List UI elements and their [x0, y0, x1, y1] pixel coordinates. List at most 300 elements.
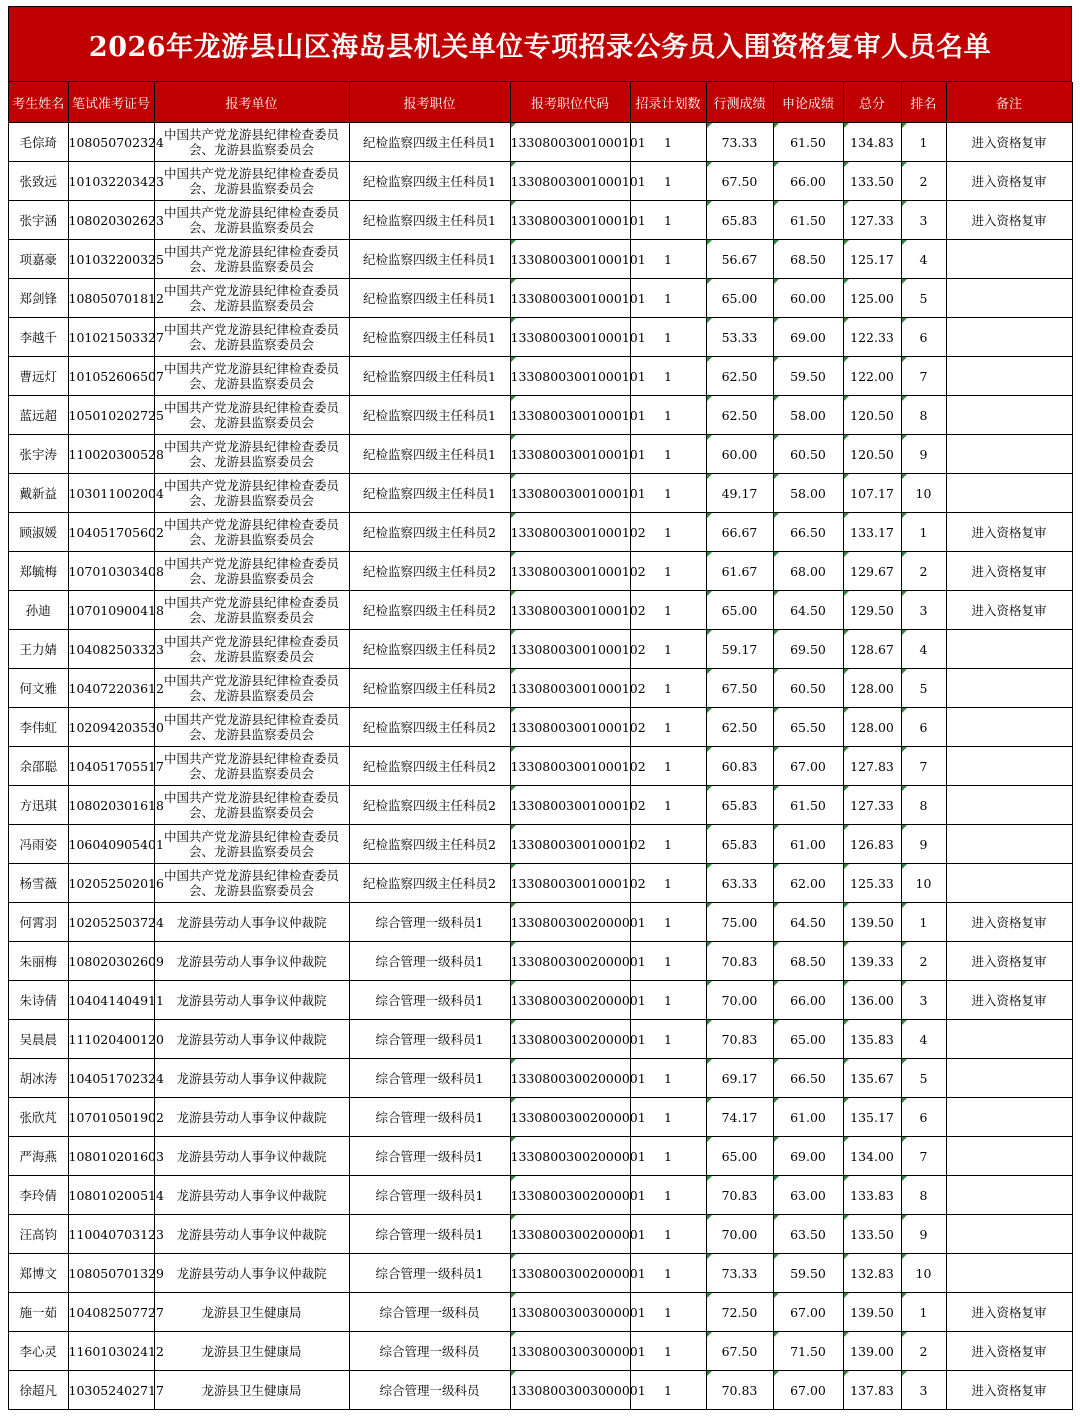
rank-cell[interactable]: [901, 825, 946, 864]
remark-cell[interactable]: [946, 903, 1072, 942]
total-score-cell[interactable]: [843, 1293, 901, 1332]
remark-cell[interactable]: [946, 1098, 1072, 1137]
aptitude-score-cell[interactable]: [706, 1332, 773, 1371]
applied-unit-cell[interactable]: [154, 1020, 349, 1059]
essay-score-cell[interactable]: [773, 1293, 843, 1332]
candidate-name-cell[interactable]: [9, 318, 68, 357]
applied-position-cell[interactable]: [349, 786, 510, 825]
position-code-cell[interactable]: [510, 630, 646, 669]
candidate-name-cell[interactable]: [9, 825, 68, 864]
total-score-cell[interactable]: [843, 396, 901, 435]
essay-score-cell[interactable]: [773, 1098, 843, 1137]
exam-ticket-number-cell[interactable]: [68, 552, 164, 591]
total-score-cell[interactable]: [843, 1254, 901, 1293]
position-code-cell[interactable]: [510, 786, 646, 825]
applied-unit-cell[interactable]: [154, 1137, 349, 1176]
position-code-cell[interactable]: [510, 1332, 646, 1371]
position-code-cell[interactable]: [510, 1020, 646, 1059]
aptitude-score-cell[interactable]: [706, 903, 773, 942]
total-score-cell[interactable]: [843, 1020, 901, 1059]
rank-cell[interactable]: [901, 474, 946, 513]
exam-ticket-number-cell[interactable]: [68, 357, 164, 396]
exam-ticket-number-cell[interactable]: [68, 1215, 164, 1254]
exam-ticket-number-cell[interactable]: [68, 1098, 164, 1137]
essay-score-cell[interactable]: [773, 1020, 843, 1059]
remark-cell[interactable]: [946, 162, 1072, 201]
candidate-name-cell[interactable]: [9, 747, 68, 786]
total-score-cell[interactable]: [843, 747, 901, 786]
exam-ticket-number-cell[interactable]: [68, 786, 164, 825]
essay-score-cell[interactable]: [773, 279, 843, 318]
position-code-cell[interactable]: [510, 1176, 646, 1215]
essay-score-cell[interactable]: [773, 240, 843, 279]
aptitude-score-cell[interactable]: [706, 747, 773, 786]
applied-unit-cell[interactable]: [154, 474, 349, 513]
position-code-cell[interactable]: [510, 240, 646, 279]
candidate-name-cell[interactable]: [9, 630, 68, 669]
aptitude-score-cell[interactable]: [706, 474, 773, 513]
essay-score-cell[interactable]: [773, 825, 843, 864]
applied-position-cell[interactable]: [349, 864, 510, 903]
column-header[interactable]: 笔试准考证号: [68, 82, 154, 123]
remark-cell[interactable]: [946, 591, 1072, 630]
applied-unit-cell[interactable]: [154, 123, 349, 162]
rank-cell[interactable]: [901, 1215, 946, 1254]
candidate-name-cell[interactable]: [9, 1215, 68, 1254]
exam-ticket-number-cell[interactable]: [68, 201, 164, 240]
exam-ticket-number-cell[interactable]: [68, 669, 164, 708]
remark-cell[interactable]: [946, 357, 1072, 396]
candidate-name-cell[interactable]: [9, 903, 68, 942]
total-score-cell[interactable]: [843, 357, 901, 396]
rank-cell[interactable]: [901, 123, 946, 162]
position-code-cell[interactable]: [510, 708, 646, 747]
aptitude-score-cell[interactable]: [706, 1059, 773, 1098]
remark-cell[interactable]: [946, 435, 1072, 474]
applied-unit-cell[interactable]: [154, 1332, 349, 1371]
applied-unit-cell[interactable]: [154, 1254, 349, 1293]
rank-cell[interactable]: [901, 1254, 946, 1293]
aptitude-score-cell[interactable]: [706, 552, 773, 591]
rank-cell[interactable]: [901, 1332, 946, 1371]
applied-position-cell[interactable]: [349, 1098, 510, 1137]
candidate-name-cell[interactable]: [9, 1293, 68, 1332]
aptitude-score-cell[interactable]: [706, 786, 773, 825]
applied-unit-cell[interactable]: [154, 942, 349, 981]
exam-ticket-number-cell[interactable]: [68, 825, 164, 864]
applied-position-cell[interactable]: [349, 240, 510, 279]
applied-position-cell[interactable]: [349, 747, 510, 786]
applied-position-cell[interactable]: [349, 1293, 510, 1332]
position-code-cell[interactable]: [510, 1371, 646, 1410]
candidate-name-cell[interactable]: [9, 1059, 68, 1098]
remark-cell[interactable]: [946, 630, 1072, 669]
applied-position-cell[interactable]: [349, 669, 510, 708]
remark-cell[interactable]: [946, 1371, 1072, 1410]
total-score-cell[interactable]: [843, 435, 901, 474]
remark-cell[interactable]: [946, 513, 1072, 552]
applied-unit-cell[interactable]: [154, 240, 349, 279]
rank-cell[interactable]: [901, 903, 946, 942]
rank-cell[interactable]: [901, 708, 946, 747]
aptitude-score-cell[interactable]: [706, 162, 773, 201]
applied-unit-cell[interactable]: [154, 747, 349, 786]
rank-cell[interactable]: [901, 942, 946, 981]
remark-cell[interactable]: [946, 1176, 1072, 1215]
total-score-cell[interactable]: [843, 1215, 901, 1254]
candidate-name-cell[interactable]: [9, 201, 68, 240]
aptitude-score-cell[interactable]: [706, 1371, 773, 1410]
remark-cell[interactable]: [946, 786, 1072, 825]
candidate-name-cell[interactable]: [9, 279, 68, 318]
candidate-name-cell[interactable]: [9, 981, 68, 1020]
applied-unit-cell[interactable]: [154, 357, 349, 396]
aptitude-score-cell[interactable]: [706, 123, 773, 162]
candidate-name-cell[interactable]: [9, 474, 68, 513]
total-score-cell[interactable]: [843, 1137, 901, 1176]
remark-cell[interactable]: [946, 669, 1072, 708]
aptitude-score-cell[interactable]: [706, 942, 773, 981]
applied-unit-cell[interactable]: [154, 279, 349, 318]
candidate-name-cell[interactable]: [9, 864, 68, 903]
essay-score-cell[interactable]: [773, 318, 843, 357]
exam-ticket-number-cell[interactable]: [68, 123, 164, 162]
position-code-cell[interactable]: [510, 513, 646, 552]
essay-score-cell[interactable]: [773, 708, 843, 747]
rank-cell[interactable]: [901, 162, 946, 201]
remark-cell[interactable]: [946, 1254, 1072, 1293]
aptitude-score-cell[interactable]: [706, 435, 773, 474]
position-code-cell[interactable]: [510, 591, 646, 630]
aptitude-score-cell[interactable]: [706, 201, 773, 240]
remark-cell[interactable]: [946, 1215, 1072, 1254]
candidate-name-cell[interactable]: [9, 1254, 68, 1293]
candidate-name-cell[interactable]: [9, 1176, 68, 1215]
remark-cell[interactable]: [946, 1293, 1072, 1332]
applied-position-cell[interactable]: [349, 279, 510, 318]
position-code-cell[interactable]: [510, 1293, 646, 1332]
exam-ticket-number-cell[interactable]: [68, 1020, 164, 1059]
applied-position-cell[interactable]: [349, 1137, 510, 1176]
aptitude-score-cell[interactable]: [706, 591, 773, 630]
exam-ticket-number-cell[interactable]: [68, 162, 164, 201]
position-code-cell[interactable]: [510, 201, 646, 240]
candidate-name-cell[interactable]: [9, 1332, 68, 1371]
applied-unit-cell[interactable]: [154, 435, 349, 474]
remark-cell[interactable]: [946, 825, 1072, 864]
essay-score-cell[interactable]: [773, 1371, 843, 1410]
applied-unit-cell[interactable]: [154, 1293, 349, 1332]
applied-unit-cell[interactable]: [154, 708, 349, 747]
remark-cell[interactable]: [946, 1332, 1072, 1371]
applied-unit-cell[interactable]: [154, 1176, 349, 1215]
total-score-cell[interactable]: [843, 981, 901, 1020]
candidate-name-cell[interactable]: [9, 123, 68, 162]
applied-position-cell[interactable]: [349, 708, 510, 747]
remark-cell[interactable]: [946, 279, 1072, 318]
column-header[interactable]: 行测成绩: [706, 82, 773, 123]
aptitude-score-cell[interactable]: [706, 1098, 773, 1137]
column-header[interactable]: 报考职位: [349, 82, 510, 123]
candidate-name-cell[interactable]: [9, 1098, 68, 1137]
candidate-name-cell[interactable]: [9, 669, 68, 708]
rank-cell[interactable]: [901, 669, 946, 708]
position-code-cell[interactable]: [510, 864, 646, 903]
position-code-cell[interactable]: [510, 357, 646, 396]
total-score-cell[interactable]: [843, 279, 901, 318]
applied-position-cell[interactable]: [349, 903, 510, 942]
essay-score-cell[interactable]: [773, 903, 843, 942]
essay-score-cell[interactable]: [773, 552, 843, 591]
applied-unit-cell[interactable]: [154, 591, 349, 630]
exam-ticket-number-cell[interactable]: [68, 318, 164, 357]
candidate-name-cell[interactable]: [9, 1137, 68, 1176]
candidate-name-cell[interactable]: [9, 1020, 68, 1059]
position-code-cell[interactable]: [510, 1137, 646, 1176]
essay-score-cell[interactable]: [773, 1176, 843, 1215]
position-code-cell[interactable]: [510, 942, 646, 981]
applied-position-cell[interactable]: [349, 1371, 510, 1410]
position-code-cell[interactable]: [510, 123, 646, 162]
applied-unit-cell[interactable]: [154, 1371, 349, 1410]
exam-ticket-number-cell[interactable]: [68, 240, 164, 279]
remark-cell[interactable]: [946, 396, 1072, 435]
candidate-name-cell[interactable]: [9, 240, 68, 279]
aptitude-score-cell[interactable]: [706, 1215, 773, 1254]
remark-cell[interactable]: [946, 981, 1072, 1020]
exam-ticket-number-cell[interactable]: [68, 474, 164, 513]
exam-ticket-number-cell[interactable]: [68, 864, 164, 903]
rank-cell[interactable]: [901, 396, 946, 435]
total-score-cell[interactable]: [843, 1176, 901, 1215]
aptitude-score-cell[interactable]: [706, 669, 773, 708]
position-code-cell[interactable]: [510, 552, 646, 591]
essay-score-cell[interactable]: [773, 1059, 843, 1098]
total-score-cell[interactable]: [843, 240, 901, 279]
remark-cell[interactable]: [946, 474, 1072, 513]
aptitude-score-cell[interactable]: [706, 1020, 773, 1059]
column-header[interactable]: 申论成绩: [773, 82, 843, 123]
applied-unit-cell[interactable]: [154, 318, 349, 357]
total-score-cell[interactable]: [843, 318, 901, 357]
rank-cell[interactable]: [901, 1371, 946, 1410]
total-score-cell[interactable]: [843, 201, 901, 240]
rank-cell[interactable]: [901, 552, 946, 591]
essay-score-cell[interactable]: [773, 474, 843, 513]
remark-cell[interactable]: [946, 708, 1072, 747]
remark-cell[interactable]: [946, 1020, 1072, 1059]
aptitude-score-cell[interactable]: [706, 1137, 773, 1176]
aptitude-score-cell[interactable]: [706, 279, 773, 318]
aptitude-score-cell[interactable]: [706, 981, 773, 1020]
applied-unit-cell[interactable]: [154, 1059, 349, 1098]
applied-unit-cell[interactable]: [154, 669, 349, 708]
candidate-name-cell[interactable]: [9, 396, 68, 435]
total-score-cell[interactable]: [843, 1332, 901, 1371]
applied-unit-cell[interactable]: [154, 396, 349, 435]
position-code-cell[interactable]: [510, 1215, 646, 1254]
aptitude-score-cell[interactable]: [706, 1293, 773, 1332]
essay-score-cell[interactable]: [773, 1215, 843, 1254]
exam-ticket-number-cell[interactable]: [68, 1293, 164, 1332]
exam-ticket-number-cell[interactable]: [68, 1371, 164, 1410]
essay-score-cell[interactable]: [773, 981, 843, 1020]
exam-ticket-number-cell[interactable]: [68, 981, 164, 1020]
candidate-name-cell[interactable]: [9, 942, 68, 981]
essay-score-cell[interactable]: [773, 747, 843, 786]
aptitude-score-cell[interactable]: [706, 357, 773, 396]
rank-cell[interactable]: [901, 318, 946, 357]
applied-unit-cell[interactable]: [154, 630, 349, 669]
essay-score-cell[interactable]: [773, 786, 843, 825]
exam-ticket-number-cell[interactable]: [68, 435, 164, 474]
exam-ticket-number-cell[interactable]: [68, 1332, 164, 1371]
total-score-cell[interactable]: [843, 162, 901, 201]
essay-score-cell[interactable]: [773, 942, 843, 981]
candidate-name-cell[interactable]: [9, 435, 68, 474]
position-code-cell[interactable]: [510, 396, 646, 435]
column-header[interactable]: 总分: [843, 82, 901, 123]
rank-cell[interactable]: [901, 435, 946, 474]
essay-score-cell[interactable]: [773, 1254, 843, 1293]
essay-score-cell[interactable]: [773, 396, 843, 435]
remark-cell[interactable]: [946, 552, 1072, 591]
essay-score-cell[interactable]: [773, 864, 843, 903]
rank-cell[interactable]: [901, 240, 946, 279]
total-score-cell[interactable]: [843, 708, 901, 747]
rank-cell[interactable]: [901, 1137, 946, 1176]
rank-cell[interactable]: [901, 864, 946, 903]
total-score-cell[interactable]: [843, 1059, 901, 1098]
applied-position-cell[interactable]: [349, 123, 510, 162]
position-code-cell[interactable]: [510, 279, 646, 318]
total-score-cell[interactable]: [843, 825, 901, 864]
essay-score-cell[interactable]: [773, 357, 843, 396]
applied-position-cell[interactable]: [349, 591, 510, 630]
rank-cell[interactable]: [901, 1176, 946, 1215]
column-header[interactable]: 报考职位代码: [510, 82, 630, 123]
applied-unit-cell[interactable]: [154, 552, 349, 591]
applied-position-cell[interactable]: [349, 1254, 510, 1293]
remark-cell[interactable]: [946, 747, 1072, 786]
position-code-cell[interactable]: [510, 669, 646, 708]
applied-unit-cell[interactable]: [154, 1215, 349, 1254]
total-score-cell[interactable]: [843, 123, 901, 162]
position-code-cell[interactable]: [510, 903, 646, 942]
applied-position-cell[interactable]: [349, 552, 510, 591]
applied-position-cell[interactable]: [349, 1176, 510, 1215]
rank-cell[interactable]: [901, 201, 946, 240]
applied-position-cell[interactable]: [349, 1215, 510, 1254]
aptitude-score-cell[interactable]: [706, 513, 773, 552]
essay-score-cell[interactable]: [773, 1332, 843, 1371]
candidate-name-cell[interactable]: [9, 591, 68, 630]
aptitude-score-cell[interactable]: [706, 864, 773, 903]
rank-cell[interactable]: [901, 1059, 946, 1098]
total-score-cell[interactable]: [843, 513, 901, 552]
position-code-cell[interactable]: [510, 435, 646, 474]
rank-cell[interactable]: [901, 1020, 946, 1059]
rank-cell[interactable]: [901, 630, 946, 669]
column-header[interactable]: 报考单位: [154, 82, 349, 123]
exam-ticket-number-cell[interactable]: [68, 396, 164, 435]
candidate-name-cell[interactable]: [9, 162, 68, 201]
applied-position-cell[interactable]: [349, 630, 510, 669]
exam-ticket-number-cell[interactable]: [68, 903, 164, 942]
total-score-cell[interactable]: [843, 903, 901, 942]
applied-position-cell[interactable]: [349, 396, 510, 435]
position-code-cell[interactable]: [510, 981, 646, 1020]
column-header[interactable]: 考生姓名: [9, 82, 68, 123]
position-code-cell[interactable]: [510, 825, 646, 864]
essay-score-cell[interactable]: [773, 201, 843, 240]
rank-cell[interactable]: [901, 357, 946, 396]
aptitude-score-cell[interactable]: [706, 1176, 773, 1215]
applied-position-cell[interactable]: [349, 162, 510, 201]
aptitude-score-cell[interactable]: [706, 708, 773, 747]
total-score-cell[interactable]: [843, 630, 901, 669]
candidate-name-cell[interactable]: [9, 708, 68, 747]
exam-ticket-number-cell[interactable]: [68, 591, 164, 630]
essay-score-cell[interactable]: [773, 630, 843, 669]
applied-position-cell[interactable]: [349, 1020, 510, 1059]
candidate-name-cell[interactable]: [9, 1371, 68, 1410]
remark-cell[interactable]: [946, 318, 1072, 357]
aptitude-score-cell[interactable]: [706, 1254, 773, 1293]
applied-unit-cell[interactable]: [154, 162, 349, 201]
applied-position-cell[interactable]: [349, 435, 510, 474]
exam-ticket-number-cell[interactable]: [68, 1254, 164, 1293]
exam-ticket-number-cell[interactable]: [68, 1137, 164, 1176]
aptitude-score-cell[interactable]: [706, 825, 773, 864]
candidate-name-cell[interactable]: [9, 513, 68, 552]
remark-cell[interactable]: [946, 1137, 1072, 1176]
rank-cell[interactable]: [901, 279, 946, 318]
position-code-cell[interactable]: [510, 1254, 646, 1293]
remark-cell[interactable]: [946, 201, 1072, 240]
position-code-cell[interactable]: [510, 318, 646, 357]
essay-score-cell[interactable]: [773, 123, 843, 162]
aptitude-score-cell[interactable]: [706, 630, 773, 669]
exam-ticket-number-cell[interactable]: [68, 708, 164, 747]
aptitude-score-cell[interactable]: [706, 396, 773, 435]
applied-position-cell[interactable]: [349, 357, 510, 396]
remark-cell[interactable]: [946, 240, 1072, 279]
applied-position-cell[interactable]: [349, 201, 510, 240]
total-score-cell[interactable]: [843, 1098, 901, 1137]
applied-unit-cell[interactable]: [154, 513, 349, 552]
essay-score-cell[interactable]: [773, 591, 843, 630]
rank-cell[interactable]: [901, 786, 946, 825]
exam-ticket-number-cell[interactable]: [68, 513, 164, 552]
applied-unit-cell[interactable]: [154, 825, 349, 864]
total-score-cell[interactable]: [843, 786, 901, 825]
essay-score-cell[interactable]: [773, 435, 843, 474]
remark-cell[interactable]: [946, 123, 1072, 162]
total-score-cell[interactable]: [843, 1371, 901, 1410]
column-header[interactable]: 备注: [946, 82, 1072, 123]
rank-cell[interactable]: [901, 1293, 946, 1332]
column-header[interactable]: 排名: [901, 82, 946, 123]
position-code-cell[interactable]: [510, 1098, 646, 1137]
applied-position-cell[interactable]: [349, 1332, 510, 1371]
exam-ticket-number-cell[interactable]: [68, 279, 164, 318]
essay-score-cell[interactable]: [773, 669, 843, 708]
candidate-name-cell[interactable]: [9, 552, 68, 591]
rank-cell[interactable]: [901, 981, 946, 1020]
total-score-cell[interactable]: [843, 669, 901, 708]
total-score-cell[interactable]: [843, 864, 901, 903]
